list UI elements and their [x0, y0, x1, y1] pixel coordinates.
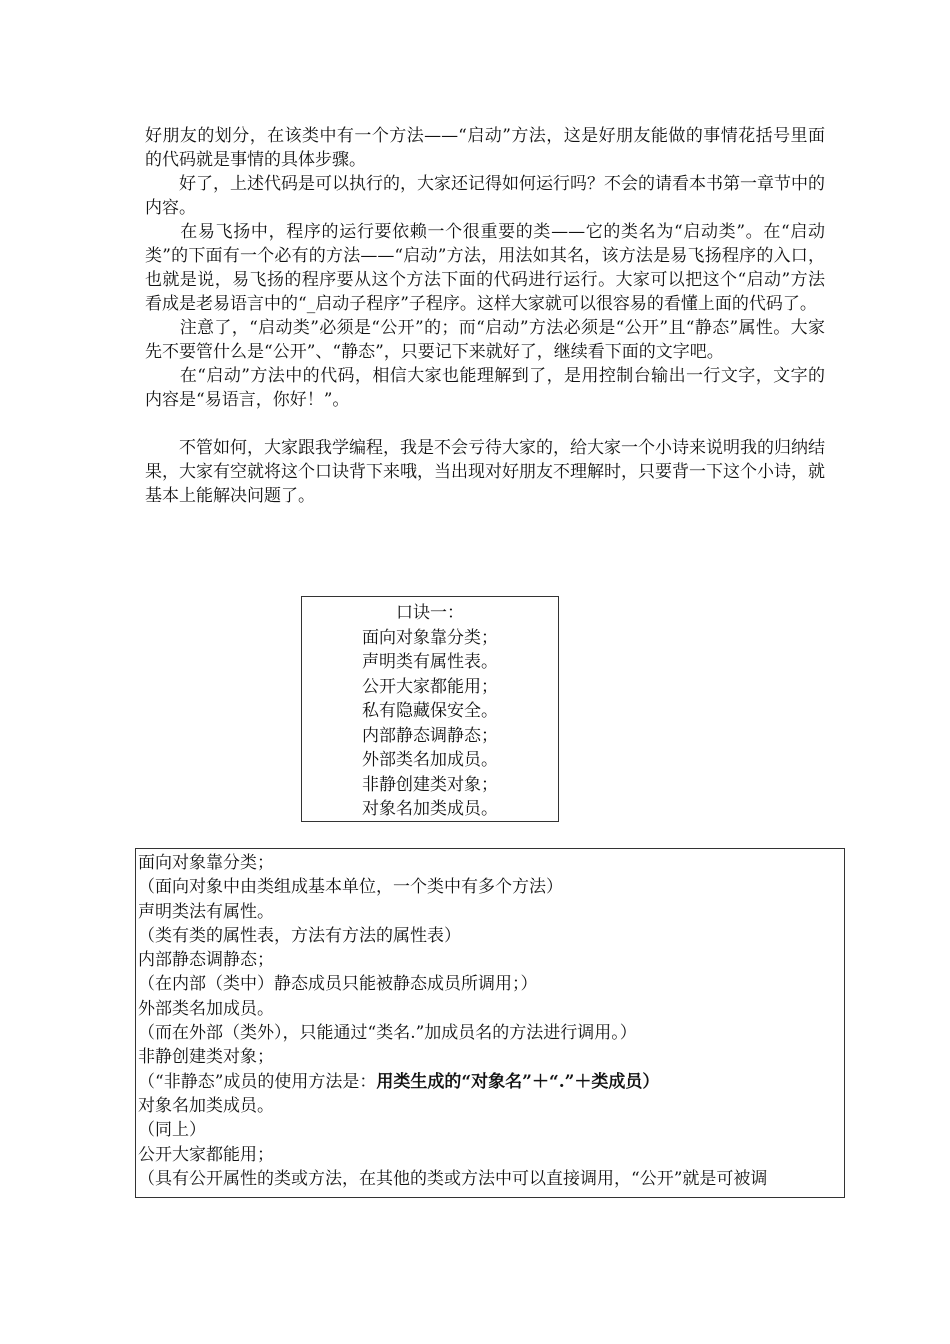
- note-line: （具有公开属性的类或方法，在其他的类或方法中可以直接调用，“公开”就是可被调: [138, 1168, 768, 1189]
- note-line: （而在外部（类外），只能通过“类名.”加成员名的方法进行调用。）: [138, 1023, 637, 1044]
- note-line: 面向对象靠分类；: [138, 853, 274, 873]
- poem-line: 外部类名加成员。: [362, 750, 498, 770]
- poem-line: 内部静态调静态；: [362, 725, 498, 746]
- body-text: [145, 124, 825, 508]
- note-bold-text: 用类生成的“对象名”＋“.”＋类成员）: [376, 1071, 660, 1092]
- paragraph: 注意了，“启动类”必须是“公开”的；而“启动”方法必须是“公开”且“静态”属性。大家先不要管什么是“公开”、“静态”，只要记下来就好了，继续看下面的文字吧。: [145, 318, 825, 362]
- note-line: （在内部（类中）静态成员只能被静态成员所调用；）: [138, 974, 538, 995]
- mnemonic-poem-box: [301, 596, 559, 822]
- spacer: [145, 412, 825, 436]
- note-line: 声明类法有属性。: [138, 901, 274, 922]
- paragraph: 好朋友的划分，在该类中有一个方法——“启动”方法，这是好朋友能做的事情花括号里面的代码就是事情的具体步骤。: [145, 126, 825, 170]
- poem-line: 声明类有属性表。: [362, 652, 498, 672]
- paragraph: 好了，上述代码是可以执行的，大家还记得如何运行吗？不会的请看本书第一章节中的内容。: [145, 174, 825, 218]
- note-line-mixed: [138, 1070, 844, 1094]
- poem-line: 私有隐藏保安全。: [362, 701, 498, 721]
- note-text: （“非静态”成员的使用方法是：: [138, 1071, 377, 1092]
- note-line: （类有类的属性表，方法有方法的属性表）: [138, 925, 461, 946]
- paragraph: 在易飞扬中，程序的运行要依赖一个很重要的类——它的类名为“启动类”。在“启动类”的下面有一个必有的方法——“启动”方法，用法如其名，该方法是易飞扬程序的入口，也就是说，易飞扬的程序要从这个方法下面的代码进行运行。大家可以把这个“启动”方法看成是老易语言中的“_启动子程序”子程序。这样大家就可以很容易的看懂上面的代码了。: [145, 222, 825, 314]
- note-line: 公开大家都能用；: [138, 1144, 274, 1165]
- poem-line: 面向对象靠分类；: [362, 627, 498, 648]
- note-line: 外部类名加成员。: [138, 998, 274, 1019]
- poem-title: 口诀一：: [396, 603, 464, 623]
- note-line: （面向对象中由类组成基本单位，一个类中有多个方法）: [138, 877, 563, 898]
- note-line: 内部静态调静态；: [138, 950, 274, 971]
- paragraph: 在“启动”方法中的代码，相信大家也能理解到了，是用控制台输出一行文字，文字的内容是“易语言，你好！”。: [145, 366, 825, 410]
- note-line: 对象名加类成员。: [138, 1095, 274, 1116]
- note-line: 非静创建类对象；: [138, 1047, 274, 1068]
- paragraph: 不管如何，大家跟我学编程，我是不会亏待大家的，给大家一个小诗来说明我的归纳结果，大家有空就将这个口诀背下来哦，当出现对好朋友不理解时，只要背一下这个小诗，就基本上能解决问题了。: [145, 438, 825, 506]
- note-line: （同上）: [138, 1120, 206, 1141]
- poem-line: 对象名加类成员。: [362, 799, 498, 819]
- poem-line: 公开大家都能用；: [362, 676, 498, 697]
- poem-line: 非静创建类对象；: [362, 774, 498, 795]
- explanation-box: [135, 848, 845, 1198]
